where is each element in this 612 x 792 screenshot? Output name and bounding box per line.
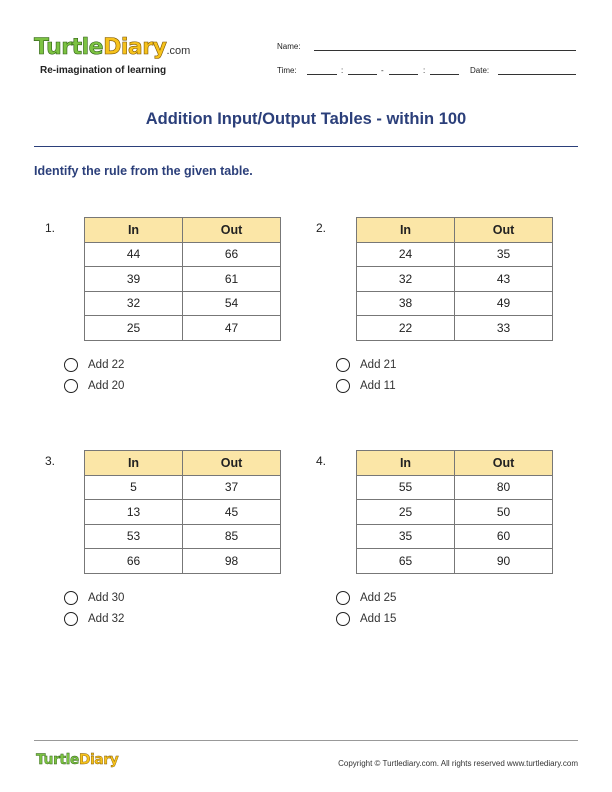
out-cell: 37 xyxy=(183,475,281,500)
io-table-q2 xyxy=(356,217,553,341)
instruction-text: Identify the rule from the given table. xyxy=(34,164,253,178)
in-cell: 66 xyxy=(85,549,183,574)
option-item[interactable] xyxy=(64,375,124,396)
table-row xyxy=(357,549,553,574)
table-row xyxy=(357,316,553,341)
option-label: Add 32 xyxy=(88,612,125,625)
worksheet-title: Addition Input/Output Tables - within 100 xyxy=(145,110,467,128)
out-cell: 35 xyxy=(455,242,553,267)
table-row xyxy=(85,475,281,500)
option-label: Add 30 xyxy=(88,591,125,604)
option-label: Add 20 xyxy=(88,379,125,392)
question-number: 1. xyxy=(45,221,56,235)
table-header-row xyxy=(85,218,281,243)
question-number: 2. xyxy=(316,221,327,235)
table-row xyxy=(357,267,553,292)
footer-divider xyxy=(34,740,578,741)
time-sep-2: - xyxy=(381,66,384,75)
time-sep-1: : xyxy=(341,66,344,75)
brand-logo[interactable] xyxy=(34,36,190,76)
in-cell: 44 xyxy=(85,242,183,267)
in-cell: 25 xyxy=(357,500,455,525)
table-row xyxy=(357,291,553,316)
name-input-line[interactable] xyxy=(314,43,576,51)
logo-tagline: Re-imagination of learning xyxy=(40,65,167,76)
out-header: Out xyxy=(455,218,553,243)
table-row xyxy=(357,475,553,500)
radio-button[interactable] xyxy=(336,612,350,626)
out-cell: 90 xyxy=(455,549,553,574)
time-minutes-line[interactable] xyxy=(348,67,377,75)
out-header: Out xyxy=(455,451,553,476)
option-item[interactable] xyxy=(336,354,396,375)
in-cell: 65 xyxy=(357,549,455,574)
in-cell: 5 xyxy=(85,475,183,500)
radio-button[interactable] xyxy=(64,379,78,393)
options-q4 xyxy=(336,587,396,629)
logo-part1: Turtle xyxy=(34,35,104,60)
name-field xyxy=(277,42,301,51)
table-row xyxy=(357,500,553,525)
option-label: Add 11 xyxy=(360,379,396,392)
radio-button[interactable] xyxy=(64,612,78,626)
out-cell: 54 xyxy=(183,291,281,316)
out-cell: 43 xyxy=(455,267,553,292)
time-label: Time: xyxy=(277,66,297,75)
logo-wordmark xyxy=(34,36,190,63)
io-table-q3 xyxy=(84,450,281,574)
table-row xyxy=(357,524,553,549)
options-q1 xyxy=(64,354,124,396)
question-number: 3. xyxy=(45,454,56,468)
io-table-q1 xyxy=(84,217,281,341)
in-cell: 32 xyxy=(357,267,455,292)
logo-suffix: .com xyxy=(166,45,191,57)
option-label: Add 21 xyxy=(360,358,397,371)
radio-button[interactable] xyxy=(336,358,350,372)
radio-button[interactable] xyxy=(336,591,350,605)
in-header: In xyxy=(357,451,455,476)
in-header: In xyxy=(85,218,183,243)
table-header-row xyxy=(85,451,281,476)
table-row xyxy=(357,242,553,267)
out-header: Out xyxy=(183,218,281,243)
out-cell: 33 xyxy=(455,316,553,341)
io-table-q4 xyxy=(356,450,553,574)
time-sep-3: : xyxy=(423,66,426,75)
out-cell: 49 xyxy=(455,291,553,316)
out-header: Out xyxy=(183,451,281,476)
out-cell: 61 xyxy=(183,267,281,292)
option-label: Add 15 xyxy=(360,612,397,625)
in-cell: 32 xyxy=(85,291,183,316)
radio-button[interactable] xyxy=(64,591,78,605)
title-divider xyxy=(34,146,578,147)
question-number: 4. xyxy=(316,454,327,468)
radio-button[interactable] xyxy=(336,379,350,393)
option-item[interactable] xyxy=(64,354,124,375)
out-cell: 47 xyxy=(183,316,281,341)
time-hours-line[interactable] xyxy=(307,67,337,75)
footer-logo[interactable] xyxy=(36,752,118,768)
in-cell: 39 xyxy=(85,267,183,292)
out-cell: 60 xyxy=(455,524,553,549)
out-cell: 66 xyxy=(183,242,281,267)
time-end-hours-line[interactable] xyxy=(389,67,418,75)
option-label: Add 25 xyxy=(360,591,397,604)
in-cell: 53 xyxy=(85,524,183,549)
logo-part2: Diary xyxy=(103,35,167,60)
table-row xyxy=(85,549,281,574)
time-end-minutes-line[interactable] xyxy=(430,67,459,75)
table-row xyxy=(85,316,281,341)
name-label: Name: xyxy=(277,42,301,51)
out-cell: 45 xyxy=(183,500,281,525)
options-q3 xyxy=(64,587,124,629)
table-row xyxy=(85,500,281,525)
table-row xyxy=(85,242,281,267)
in-cell: 22 xyxy=(357,316,455,341)
option-item[interactable] xyxy=(336,608,396,629)
table-header-row xyxy=(357,451,553,476)
option-item[interactable] xyxy=(64,608,124,629)
option-item[interactable] xyxy=(336,587,396,608)
radio-button[interactable] xyxy=(64,358,78,372)
date-input-line[interactable] xyxy=(498,67,576,75)
out-cell: 85 xyxy=(183,524,281,549)
out-cell: 50 xyxy=(455,500,553,525)
in-cell: 55 xyxy=(357,475,455,500)
footer-logo-part1: Turtle xyxy=(36,752,79,768)
options-q2 xyxy=(336,354,396,396)
copyright-text: Copyright © Turtlediary.com. All rights reserved www.turtlediary.com xyxy=(338,759,578,768)
out-cell: 98 xyxy=(183,549,281,574)
option-label: Add 22 xyxy=(88,358,125,371)
date-label: Date: xyxy=(470,66,490,75)
in-header: In xyxy=(357,218,455,243)
option-item[interactable] xyxy=(64,587,124,608)
footer-logo-part2: Diary xyxy=(78,752,119,768)
in-cell: 38 xyxy=(357,291,455,316)
in-cell: 25 xyxy=(85,316,183,341)
in-cell: 24 xyxy=(357,242,455,267)
out-cell: 80 xyxy=(455,475,553,500)
option-item[interactable] xyxy=(336,375,396,396)
table-row xyxy=(85,267,281,292)
table-row xyxy=(85,524,281,549)
in-header: In xyxy=(85,451,183,476)
in-cell: 13 xyxy=(85,500,183,525)
in-cell: 35 xyxy=(357,524,455,549)
table-row xyxy=(85,291,281,316)
table-header-row xyxy=(357,218,553,243)
